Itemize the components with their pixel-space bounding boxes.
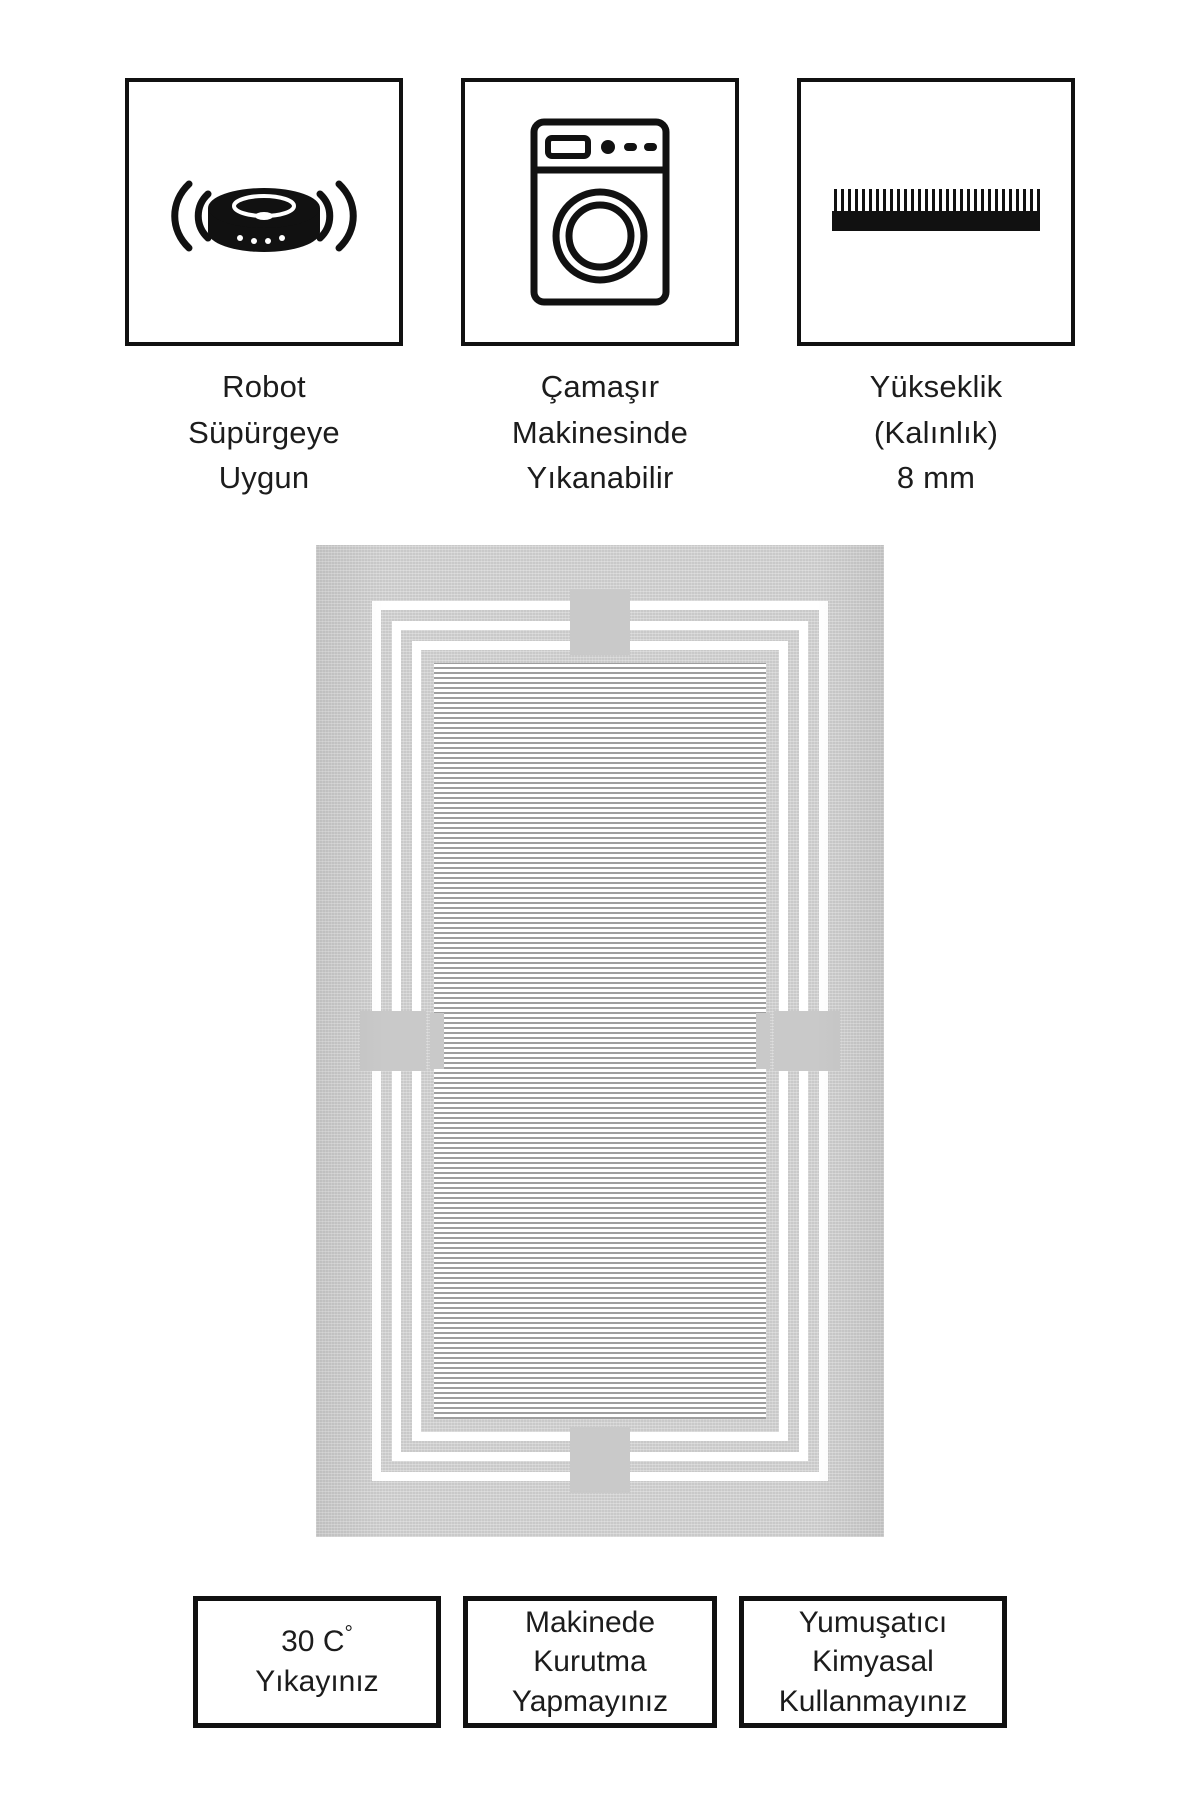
- degree-symbol: °: [344, 1622, 353, 1646]
- rug-notch-right: [774, 1011, 840, 1071]
- care-line: Kimyasal: [812, 1645, 934, 1679]
- care-temp: 30 C: [281, 1625, 345, 1659]
- feature-caption-line: Uygun: [218, 460, 310, 496]
- rug-notch-top: [570, 589, 630, 655]
- care-no-tumble-dry: [463, 1596, 717, 1728]
- feature-caption-line: 8 mm: [896, 460, 976, 496]
- feature-pile-height: [792, 78, 1080, 501]
- feature-caption-line: Yıkanabilir: [526, 460, 674, 496]
- rug-field-notch-right: [756, 1013, 770, 1069]
- care-line: Yapmayınız: [511, 1684, 669, 1718]
- feature-caption-line: (Kalınlık): [873, 414, 999, 450]
- feature-caption-line: Çamaşır: [540, 369, 660, 404]
- care-line: Kurutma: [533, 1645, 647, 1679]
- rug-field-notch-left: [430, 1013, 444, 1069]
- feature-icon-box: [461, 78, 739, 346]
- feature-caption-line: Robot: [222, 369, 306, 404]
- feature-caption-line: Yükseklik: [869, 369, 1003, 404]
- feature-icon-box: [125, 78, 403, 346]
- rug-notch-left: [360, 1011, 426, 1071]
- feature-caption: [188, 364, 340, 501]
- feature-machine-washable: [456, 78, 744, 501]
- feature-icon-box: [797, 78, 1075, 346]
- care-wash-30: [193, 1596, 441, 1728]
- product-image: [316, 545, 884, 1537]
- feature-caption: [870, 364, 1003, 501]
- care-no-softener: [739, 1596, 1007, 1728]
- care-line: Yıkayınız: [255, 1665, 379, 1698]
- feature-badges: [60, 78, 1140, 501]
- pile-height-icon: [826, 177, 1046, 247]
- care-line: Makinede: [524, 1605, 656, 1639]
- feature-caption: [512, 364, 688, 501]
- care-line: Yumuşatıcı: [798, 1605, 948, 1639]
- feature-caption-line: Makinesinde: [511, 414, 689, 450]
- care-instructions: [60, 1596, 1140, 1728]
- care-line: Kullanmayınız: [778, 1684, 968, 1718]
- feature-caption-line: Süpürgeye: [188, 414, 340, 450]
- care-line: [281, 1622, 353, 1662]
- feature-robot-vacuum: [120, 78, 408, 501]
- rug-striped-field: [434, 663, 766, 1419]
- washing-machine-icon: [520, 112, 680, 312]
- robot-vacuum-icon: [164, 142, 364, 282]
- rug-notch-bottom: [570, 1427, 630, 1493]
- rug-base: [316, 545, 884, 1537]
